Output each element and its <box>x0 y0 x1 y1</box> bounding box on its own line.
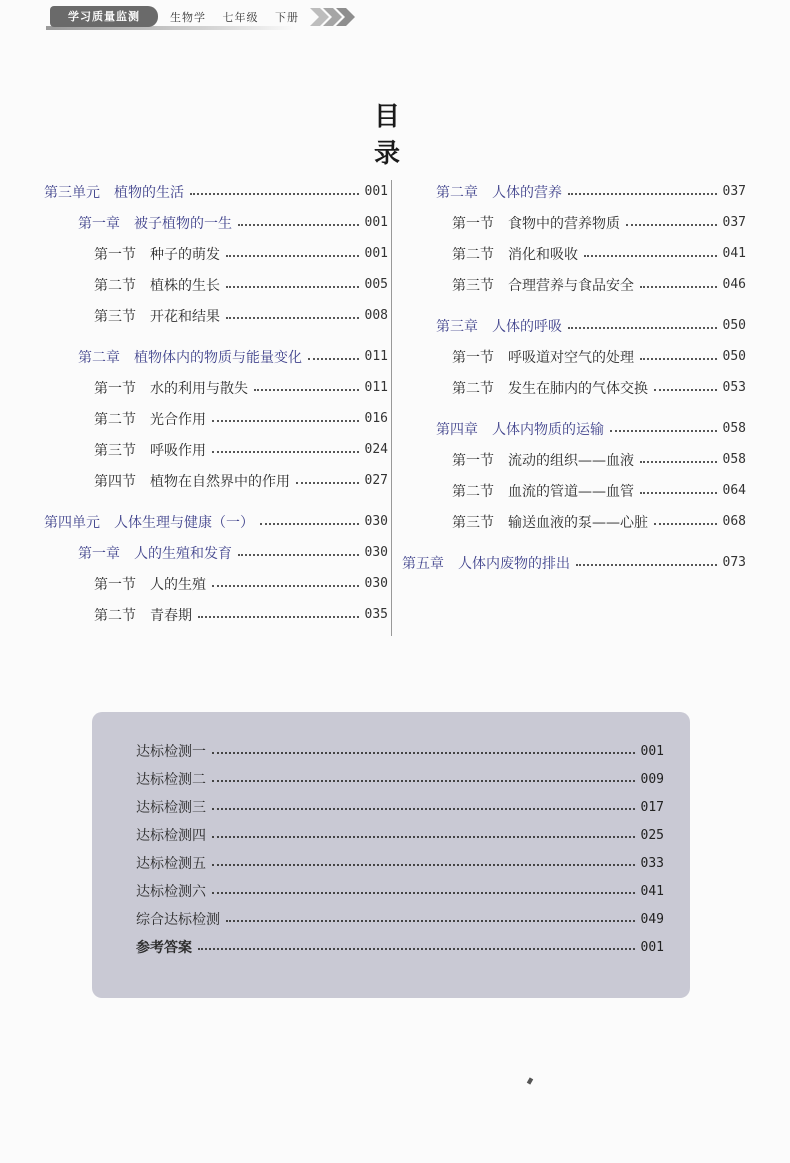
toc-entry-title: 输送血液的泵——心脏 <box>508 514 648 531</box>
toc-entry-heading <box>94 244 220 264</box>
dot-leader <box>212 585 359 587</box>
toc-entry-heading <box>452 378 648 398</box>
toc-entry-number: 第三单元 <box>44 184 100 201</box>
toc-entry-heading <box>436 182 562 202</box>
tests-box <box>92 712 690 998</box>
toc-entry-number: 第一章 <box>78 215 120 232</box>
page-number: 064 <box>722 483 746 498</box>
toc-entry-title: 人体生理与健康（一） <box>114 514 254 531</box>
toc-entry-heading <box>44 512 254 532</box>
dot-leader <box>212 451 359 453</box>
toc-entry-number: 第四单元 <box>44 514 100 531</box>
volume-label: 下册 <box>275 11 299 24</box>
test-title: 达标检测四 <box>136 828 206 844</box>
dot-leader <box>296 482 359 484</box>
toc-entry-title: 植物体内的物质与能量变化 <box>134 349 302 366</box>
ink-speck <box>527 1077 533 1084</box>
series-badge: 学习质量监测 <box>50 6 158 27</box>
toc-entry-number: 第三节 <box>452 277 494 294</box>
toc-entry-title: 开花和结果 <box>150 308 220 325</box>
page-number: 001 <box>364 215 388 230</box>
page-number: 035 <box>364 607 388 622</box>
toc-entry-heading <box>452 275 634 295</box>
page-number: 058 <box>722 421 746 436</box>
page-number: 011 <box>364 349 388 364</box>
page-number: 005 <box>364 277 388 292</box>
grade-label: 七年级 <box>222 11 259 24</box>
toc-entry <box>44 341 388 372</box>
page-number: 046 <box>722 277 746 292</box>
page-number: 049 <box>640 911 664 927</box>
page-title: 目 录 <box>373 102 479 169</box>
test-entry <box>136 737 664 765</box>
toc-entry <box>44 372 388 403</box>
toc-entry-number: 第二节 <box>452 380 494 397</box>
page-number: 011 <box>364 380 388 395</box>
page-number: 073 <box>722 555 746 570</box>
toc-entry-number: 第三节 <box>94 308 136 325</box>
dot-leader <box>308 358 359 360</box>
toc-entry-heading <box>94 605 192 625</box>
toc-entry <box>400 341 746 372</box>
toc-entry-title: 合理营养与食品安全 <box>508 277 634 294</box>
toc-entry <box>400 547 746 578</box>
test-title: 达标检测二 <box>136 772 206 788</box>
page-number: 037 <box>722 215 746 230</box>
toc-entry-number: 第五章 <box>402 555 444 572</box>
page-number: 001 <box>640 939 664 955</box>
dot-leader <box>576 564 717 566</box>
toc-entry-heading <box>78 213 232 233</box>
toc-entry-heading <box>452 213 620 233</box>
dot-leader <box>654 389 717 391</box>
page-number: 068 <box>722 514 746 529</box>
toc-entry-number: 第一节 <box>452 349 494 366</box>
toc-entry-title: 人的生殖 <box>150 576 206 593</box>
toc-entry-heading <box>452 450 634 470</box>
toc-entry-number: 第四节 <box>94 473 136 490</box>
toc-entry-title: 被子植物的一生 <box>134 215 232 232</box>
toc-entry-heading <box>94 306 220 326</box>
toc-entry-title: 呼吸作用 <box>150 442 206 459</box>
page-number: 008 <box>364 308 388 323</box>
page-number: 053 <box>722 380 746 395</box>
test-entry <box>136 821 664 849</box>
toc-entry <box>44 506 388 537</box>
group-spacer <box>44 331 388 341</box>
toc-entry-title: 人体的营养 <box>492 184 562 201</box>
toc-entry-number: 第三节 <box>94 442 136 459</box>
page-number: 030 <box>364 545 388 560</box>
toc-entry-heading <box>94 471 290 491</box>
toc-entry-number: 第一章 <box>78 545 120 562</box>
dot-leader <box>226 286 359 288</box>
toc-entry-number: 第一节 <box>94 246 136 263</box>
toc-entry <box>400 506 746 537</box>
page-number: 041 <box>640 883 664 899</box>
toc-entry-number: 第一节 <box>94 380 136 397</box>
toc-entry <box>44 403 388 434</box>
page-number: 025 <box>640 827 664 843</box>
toc-entry <box>400 372 746 403</box>
toc-entry <box>400 207 746 238</box>
dot-leader <box>212 864 635 866</box>
toc-entry <box>44 269 388 300</box>
toc-entry-number: 第二节 <box>94 277 136 294</box>
dot-leader <box>238 554 359 556</box>
toc-entry-title: 人的生殖和发育 <box>134 545 232 562</box>
dot-leader <box>610 430 717 432</box>
test-entry <box>136 793 664 821</box>
chevron-arrows-icon <box>310 8 356 26</box>
dot-leader <box>654 523 717 525</box>
toc-entry <box>44 238 388 269</box>
toc-entry-heading <box>94 275 220 295</box>
page-number: 027 <box>364 473 388 488</box>
page-number: 030 <box>364 514 388 529</box>
toc-entry-title: 水的利用与散失 <box>150 380 248 397</box>
toc-entry-title: 人体内废物的排出 <box>458 555 570 572</box>
toc-entry-title: 发生在肺内的气体交换 <box>508 380 648 397</box>
page-number: 024 <box>364 442 388 457</box>
toc-entry-heading <box>94 574 206 594</box>
dot-leader <box>640 492 717 494</box>
page-number: 009 <box>640 771 664 787</box>
toc-entry-heading <box>78 347 302 367</box>
page-header <box>0 0 790 40</box>
page-number: 058 <box>722 452 746 467</box>
page-number: 001 <box>364 246 388 261</box>
tests-list <box>136 737 664 961</box>
dot-leader <box>568 327 717 329</box>
test-entry <box>136 933 664 961</box>
toc-entry <box>44 176 388 207</box>
dot-leader <box>260 523 359 525</box>
subject-label: 生物学 <box>170 11 206 24</box>
toc-entry-heading <box>452 244 578 264</box>
toc-entry-heading <box>452 481 634 501</box>
test-title: 达标检测三 <box>136 800 206 816</box>
toc-entry-number: 第二章 <box>436 184 478 201</box>
dot-leader <box>226 920 635 922</box>
group-spacer <box>400 537 746 547</box>
toc-entry-number: 第一节 <box>452 452 494 469</box>
dot-leader <box>212 836 635 838</box>
toc-entry-title: 血流的管道——血管 <box>508 483 634 500</box>
dot-leader <box>626 224 717 226</box>
dot-leader <box>568 193 717 195</box>
dot-leader <box>640 286 717 288</box>
test-entry <box>136 877 664 905</box>
page-number: 050 <box>722 349 746 364</box>
toc-entry <box>44 434 388 465</box>
toc-entry-number: 第二节 <box>452 246 494 263</box>
page-number: 033 <box>640 855 664 871</box>
toc-entry-title: 人体的呼吸 <box>492 318 562 335</box>
page-number: 050 <box>722 318 746 333</box>
toc-entry-number: 第一节 <box>452 215 494 232</box>
toc-entry-number: 第一节 <box>94 576 136 593</box>
dot-leader <box>640 461 717 463</box>
dot-leader <box>584 255 717 257</box>
page-number: 017 <box>640 799 664 815</box>
dot-leader <box>212 420 359 422</box>
page-number: 001 <box>364 184 388 199</box>
toc-entry-heading <box>78 543 232 563</box>
toc-entry <box>400 269 746 300</box>
test-title: 达标检测六 <box>136 884 206 900</box>
toc-entry <box>400 238 746 269</box>
toc-entry-title: 植物的生活 <box>114 184 184 201</box>
dot-leader <box>226 317 359 319</box>
dot-leader <box>198 616 359 618</box>
toc-entry <box>400 413 746 444</box>
dot-leader <box>212 752 635 754</box>
toc-right-column <box>400 176 746 578</box>
toc-entry-title: 食物中的营养物质 <box>508 215 620 232</box>
page-number: 001 <box>640 743 664 759</box>
column-divider <box>391 180 392 636</box>
toc-entry <box>44 207 388 238</box>
test-title: 参考答案 <box>136 940 192 956</box>
toc-entry-title: 植物在自然界中的作用 <box>150 473 290 490</box>
toc-entry-number: 第四章 <box>436 421 478 438</box>
toc-entry-title: 流动的组织——血液 <box>508 452 634 469</box>
toc-entry-title: 种子的萌发 <box>150 246 220 263</box>
dot-leader <box>198 948 635 950</box>
page-number: 037 <box>722 184 746 199</box>
toc-entry-title: 消化和吸收 <box>508 246 578 263</box>
toc-entry-number: 第二节 <box>94 607 136 624</box>
toc-entry-title: 光合作用 <box>150 411 206 428</box>
dot-leader <box>238 224 359 226</box>
dot-leader <box>212 892 635 894</box>
dot-leader <box>640 358 717 360</box>
dot-leader <box>226 255 359 257</box>
toc-entry-title: 植株的生长 <box>150 277 220 294</box>
toc-left-column <box>44 176 388 630</box>
toc-entry-heading <box>436 419 604 439</box>
test-entry <box>136 849 664 877</box>
header-subtitle <box>170 9 311 25</box>
toc-entry <box>44 537 388 568</box>
toc-entry-title: 青春期 <box>150 607 192 624</box>
page-number: 041 <box>722 246 746 261</box>
toc-entry-number: 第三节 <box>452 514 494 531</box>
dot-leader <box>254 389 359 391</box>
toc-entry <box>44 465 388 496</box>
toc-entry <box>400 310 746 341</box>
toc-entry-number: 第二节 <box>94 411 136 428</box>
dot-leader <box>212 780 635 782</box>
toc-entry-heading <box>436 316 562 336</box>
test-title: 达标检测五 <box>136 856 206 872</box>
toc-entry-heading <box>452 347 634 367</box>
toc-entry <box>400 475 746 506</box>
toc-entry <box>400 444 746 475</box>
toc-entry-heading <box>452 512 648 532</box>
dot-leader <box>212 808 635 810</box>
page-number: 016 <box>364 411 388 426</box>
toc-entry-number: 第二节 <box>452 483 494 500</box>
dot-leader <box>190 193 359 195</box>
group-spacer <box>400 300 746 310</box>
test-title: 达标检测一 <box>136 744 206 760</box>
test-entry <box>136 905 664 933</box>
group-spacer <box>400 403 746 413</box>
toc-entry <box>44 568 388 599</box>
toc-entry <box>400 176 746 207</box>
test-title: 综合达标检测 <box>136 912 220 928</box>
test-entry <box>136 765 664 793</box>
group-spacer <box>44 496 388 506</box>
toc-entry-heading <box>94 378 248 398</box>
page-number: 030 <box>364 576 388 591</box>
toc-entry <box>44 300 388 331</box>
toc-entry-number: 第三章 <box>436 318 478 335</box>
toc-entry-heading <box>94 409 206 429</box>
toc-entry-heading <box>402 553 570 573</box>
toc-entry <box>44 599 388 630</box>
toc-entry-title: 人体内物质的运输 <box>492 421 604 438</box>
toc-entry-number: 第二章 <box>78 349 120 366</box>
toc-entry-title: 呼吸道对空气的处理 <box>508 349 634 366</box>
toc-entry-heading <box>44 182 184 202</box>
toc-entry-heading <box>94 440 206 460</box>
